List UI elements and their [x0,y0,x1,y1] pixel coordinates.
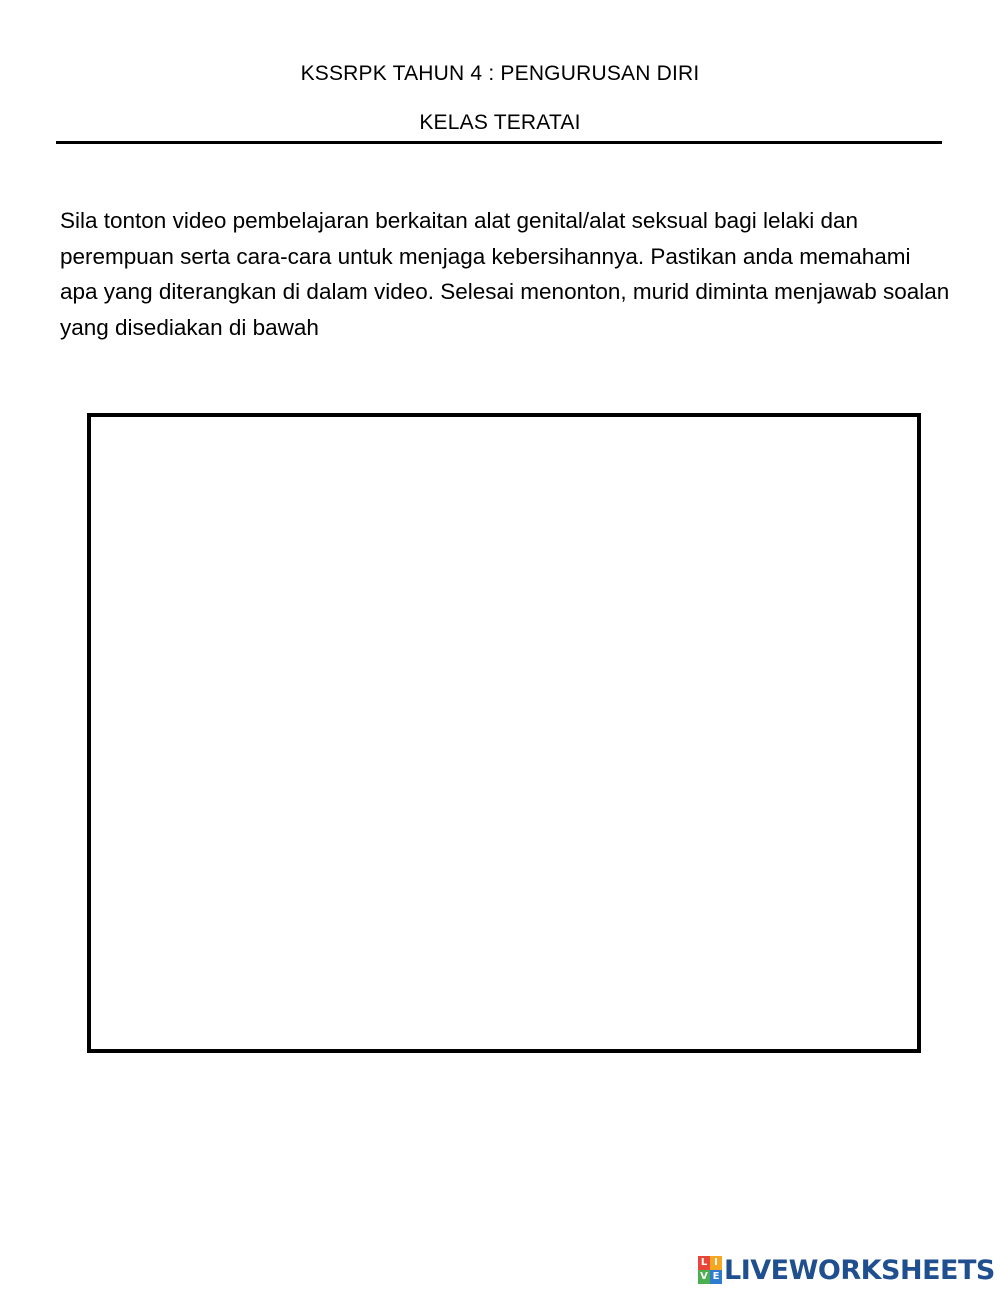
logo-letter-v: V [698,1270,710,1284]
page-title: KSSRPK TAHUN 4 : PENGURUSAN DIRI [300,62,700,85]
liveworksheets-logo-icon [698,1256,722,1284]
answer-box[interactable] [87,413,921,1053]
instructions-text: Sila tonton video pembelajaran berkaitan alat genital/alat seksual bagi lelaki dan perempuan serta cara-cara untuk menjaga kebersihannya. Pastikan anda memahami apa yang diterangkan di dalam video. Selesai menonton, murid diminta menjawab soalan yang disediakan di bawah [60,208,950,340]
liveworksheets-logo-text: LIVEWORKSHEETS [724,1254,995,1286]
header-divider [56,141,942,144]
class-name-subtitle: KELAS TERATAI [419,111,581,134]
liveworksheets-logo [698,1252,995,1288]
logo-letter-i: I [710,1256,722,1270]
logo-letter-l: L [698,1256,710,1270]
logo-letter-e: E [710,1270,722,1284]
